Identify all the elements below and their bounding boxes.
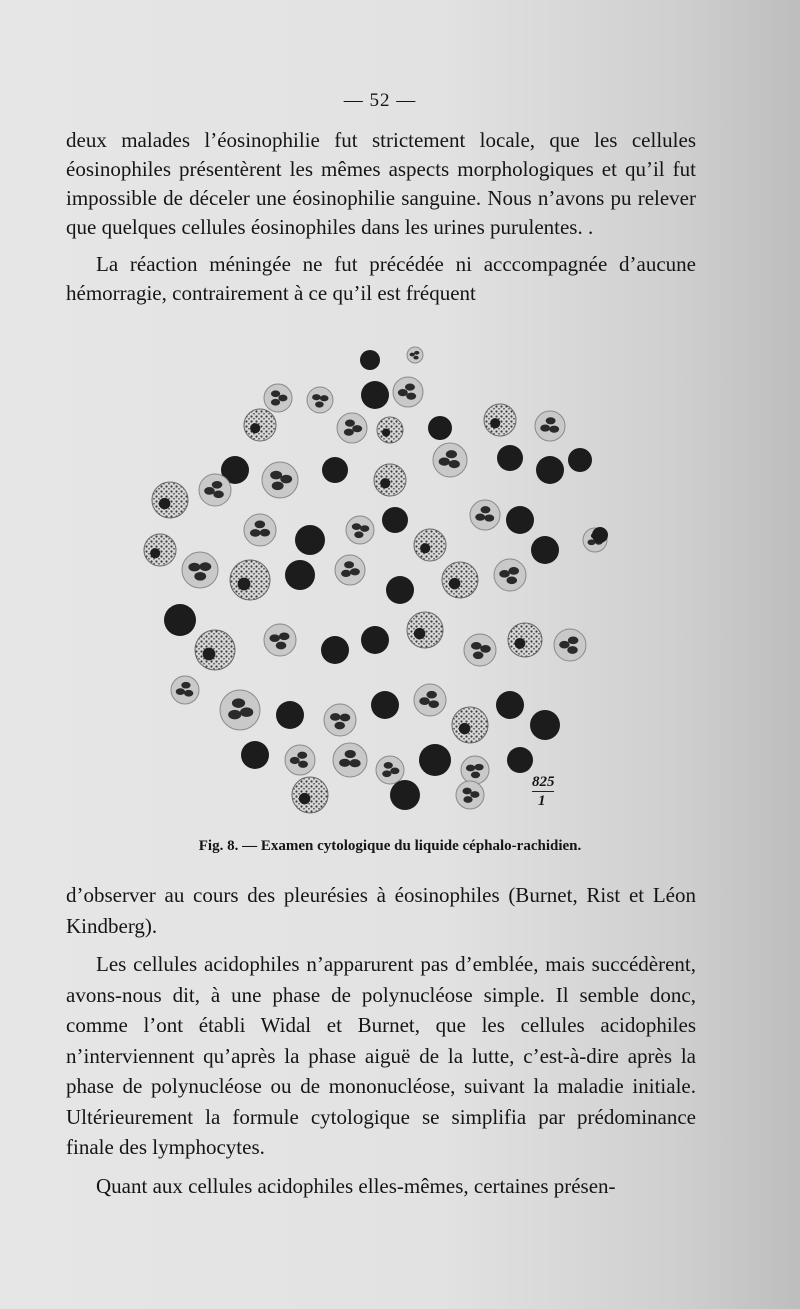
- cell-drawing: [496, 691, 524, 719]
- cell-drawing: [262, 462, 298, 498]
- cell-drawing: [592, 527, 608, 543]
- cytology-figure: [140, 340, 620, 820]
- paragraph: Les cellules acidophiles n’apparurent pas d’emblée, mais succédèrent, avons-nous dit, à une phase de polynucléose simple. Il semble donc, comme l’ont établi Widal et Burnet, que les cellules acidophiles n’interviennent qu’après la phase aiguë de la lutte, c’est-à-dire après la phase de polynucléose ou de mononucléose, suivant la maladie initiale. Ultérieurement la formule cytologique se simplifia par prédominance finale des lymphocytes.: [66, 952, 696, 1159]
- cell-drawing: [374, 464, 406, 496]
- cell-drawing: [386, 576, 414, 604]
- cell-drawing: [285, 745, 315, 775]
- cell-drawing: [407, 612, 443, 648]
- cell-drawing: [497, 445, 523, 471]
- cell-drawing: [324, 704, 356, 736]
- cell-drawing: [382, 507, 408, 533]
- cell-drawing: [554, 629, 586, 661]
- cell-drawing: [390, 780, 420, 810]
- cell-drawing: [171, 676, 199, 704]
- cell-drawing: [292, 777, 328, 813]
- cell-drawing: [531, 536, 559, 564]
- cell-drawing: [433, 443, 467, 477]
- cell-drawing: [164, 604, 196, 636]
- paragraph: d’observer au cours des pleurésies à éosinophiles (Burnet, Rist et Léon Kindberg).: [66, 883, 696, 938]
- cell-drawing: [244, 409, 276, 441]
- cell-drawing: [335, 555, 365, 585]
- cell-drawing: [376, 756, 404, 784]
- magnification-denominator: 1: [538, 793, 546, 809]
- magnification-numerator: 825: [532, 774, 555, 790]
- top-text-block: [66, 126, 696, 308]
- cell-drawing: [152, 482, 188, 518]
- cell-drawing: [507, 747, 533, 773]
- cell-drawing: [407, 347, 423, 363]
- cell-drawing: [530, 710, 560, 740]
- cell-drawing: [295, 525, 325, 555]
- cell-drawing: [568, 448, 592, 472]
- cell-drawing: [535, 411, 565, 441]
- cell-drawing: [360, 350, 380, 370]
- cell-drawing: [220, 690, 260, 730]
- cell-drawing: [464, 634, 496, 666]
- cell-drawing: [144, 534, 176, 566]
- cell-drawing: [361, 626, 389, 654]
- cell-drawing: [307, 387, 333, 413]
- cell-drawing: [195, 630, 235, 670]
- cell-drawing: [536, 456, 564, 484]
- cell-drawing: [244, 514, 276, 546]
- cell-drawing: [346, 516, 374, 544]
- figure-caption: Fig. 8. — Examen cytologique du liquide céphalo-rachidien.: [198, 838, 582, 854]
- cell-drawing: [285, 560, 315, 590]
- cell-drawing: [264, 384, 292, 412]
- paragraph: deux malades l’éosinophilie fut strictement locale, que les cellules éosinophiles présentèrent les mêmes aspects morphologiques et qu’il fut impossible de déceler une éosinophilie sanguine. Nous n’avons pu relever que quelques cellules éosinophiles dans les urines purulentes. .: [66, 128, 696, 239]
- magnification-note: [532, 774, 555, 809]
- cell-drawing: [494, 559, 526, 591]
- cell-drawing: [333, 743, 367, 777]
- cell-drawing: [508, 623, 542, 657]
- page-number: — 52 —: [343, 90, 417, 111]
- cell-drawing: [428, 416, 452, 440]
- cell-drawing: [414, 684, 446, 716]
- cell-drawing: [337, 413, 367, 443]
- cell-drawing: [230, 560, 270, 600]
- cell-drawing: [371, 691, 399, 719]
- cell-drawing: [452, 707, 488, 743]
- cell-illustration: [140, 340, 620, 820]
- bottom-text-block: [66, 880, 696, 1201]
- cell-drawing: [361, 381, 389, 409]
- cell-drawing: [470, 500, 500, 530]
- paragraph: La réaction méningée ne fut précédée ni acccompagnée d’aucune hémorragie, contrairement à ce qu’il est fréquent: [66, 252, 696, 305]
- cell-drawing: [414, 529, 446, 561]
- cell-drawing: [276, 701, 304, 729]
- cell-drawing: [321, 636, 349, 664]
- cell-drawing: [377, 417, 403, 443]
- cell-drawing: [182, 552, 218, 588]
- cell-drawing: [442, 562, 478, 598]
- cell-drawing: [484, 404, 516, 436]
- cell-drawing: [461, 756, 489, 784]
- cell-drawing: [419, 744, 451, 776]
- cell-drawing: [241, 741, 269, 769]
- cell-drawing: [322, 457, 348, 483]
- cell-drawing: [506, 506, 534, 534]
- cell-drawing: [264, 624, 296, 656]
- paragraph: Quant aux cellules acidophiles elles-mêmes, certaines présen-: [96, 1173, 616, 1198]
- cell-drawing: [456, 781, 484, 809]
- cell-drawing: [393, 377, 423, 407]
- cell-drawing: [199, 474, 231, 506]
- fraction-bar: [532, 791, 554, 792]
